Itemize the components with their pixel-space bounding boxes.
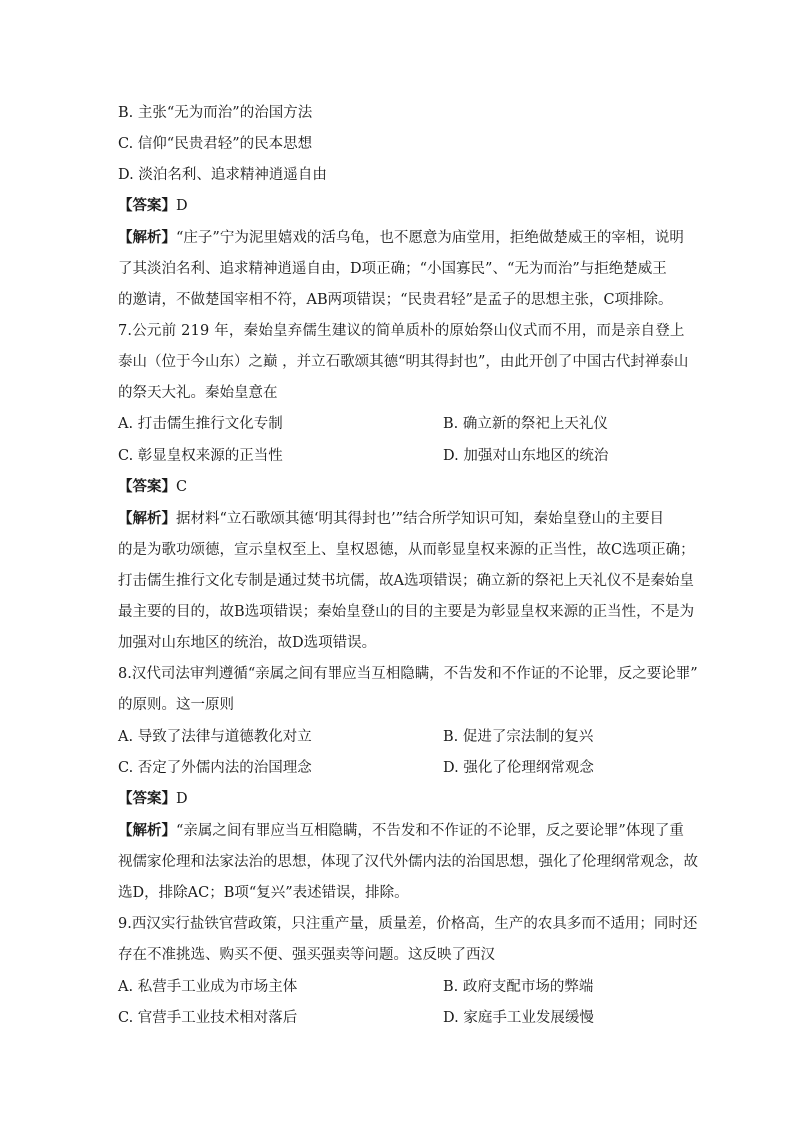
analysis-label: 【解析】 [118,229,176,246]
analysis-label: 【解析】 [118,510,176,527]
answer-value: D [176,791,188,807]
q7-option-c: C. 彰显皇权来源的正当性 [118,448,283,464]
q7-analysis-line-5: 加强对山东地区的统治，故D选项错误。 [118,635,377,651]
q6-option-d: D. 淡泊名利、追求精神逍遥自由 [118,167,327,183]
analysis-label: 【解析】 [118,822,176,839]
q6-option-b: B. 主张“无为而治”的治国方法 [118,105,313,121]
q6-analysis-line-1 [118,228,684,248]
q8-option-d: D. 强化了伦理纲常观念 [443,760,594,776]
q6-analysis-line-2: 了其淡泊名利、追求精神逍遥自由，D项正确；“小国寡民”、“无为而治”与拒绝楚威王 [118,261,667,277]
q9-stem-line-2: 存在不准挑选、购买不便、强买强卖等问题。这反映了西汉 [118,947,495,963]
q7-stem-line-1: 7.公元前 219 年，秦始皇弃儒生建议的简单质朴的原始祭山仪式而不用，而是亲自登上 [118,323,685,339]
q6-analysis-line-3: 的邀请，不做楚国宰相不符，AB两项错误；“民贵君轻”是孟子的思想主张，C项排除。 [118,292,673,308]
answer-label: 【答案】 [118,478,176,495]
analysis-text: 据材料“立石歌颂其德‘明其得封也’”结合所学知识可知，秦始皇登山的主要目 [176,511,665,527]
q8-analysis-line-2: 视儒家伦理和法家法治的思想，体现了汉代外儒内法的治国思想，强化了伦理纲常观念，故 [118,854,698,870]
q8-analysis-line-3: 选D，排除AC；B项“复兴”表述错误，排除。 [118,885,409,901]
q7-analysis-line-1 [118,509,664,529]
q7-stem-line-3: 的祭天大礼。秦始皇意在 [118,385,278,401]
q9-stem-line-1: 9.西汉实行盐铁官营政策，只注重产量，质量差，价格高，生产的农具多而不适用；同时还 [118,916,698,932]
q7-option-d: D. 加强对山东地区的统治 [443,448,609,464]
q6-answer [118,196,188,216]
answer-value: C [176,479,188,495]
answer-label: 【答案】 [118,197,176,214]
q7-analysis-line-4: 最主要的目的，故B选项错误；秦始皇登山的目的主要是为彰显皇权来源的正当性，不是为 [118,604,695,620]
q7-analysis-line-3: 打击儒生推行文化专制是通过焚书坑儒，故A选项错误；确立新的祭祀上天礼仪不是秦始皇 [118,573,694,589]
q8-stem-line-2: 的原则。这一原则 [118,697,234,713]
q7-analysis-line-2: 的是为歌功颂德，宣示皇权至上、皇权恩德，从而彰显皇权来源的正当性，故C选项正确； [118,542,695,558]
q7-option-a: A. 打击儒生推行文化专制 [118,416,283,432]
analysis-text: “亲属之间有罪应当互相隐瞒，不告发和不作证的不论罪，反之要论罪”体现了重 [176,823,684,839]
q9-option-c: C. 官营手工业技术相对落后 [118,1010,298,1026]
q8-option-b: B. 促进了宗法制的复兴 [443,729,594,745]
q9-option-b: B. 政府支配市场的弊端 [443,979,594,995]
q9-option-d: D. 家庭手工业发展缓慢 [443,1010,594,1026]
q7-stem-line-2: 泰山（位于今山东）之巅 ，并立石歌颂其德“明其得封也”，由此开创了中国古代封禅泰山 [118,354,689,370]
q9-option-a: A. 私营手工业成为市场主体 [118,979,298,995]
q8-analysis-line-1 [118,821,684,841]
q6-option-c: C. 信仰“民贵君轻”的民本思想 [118,136,313,152]
q8-answer [118,789,188,809]
analysis-text: “庄子”宁为泥里嬉戏的活乌龟，也不愿意为庙堂用，拒绝做楚威王的宰相，说明 [176,230,684,246]
answer-value: D [176,198,188,214]
answer-label: 【答案】 [118,790,176,807]
q8-option-c: C. 否定了外儒内法的治国理念 [118,760,312,776]
q8-option-a: A. 导致了法律与道德教化对立 [118,729,312,745]
q7-option-b: B. 确立新的祭祀上天礼仪 [443,416,608,432]
q7-answer [118,477,187,497]
q8-stem-line-1: 8.汉代司法审判遵循“亲属之间有罪应当互相隐瞒，不告发和不作证的不论罪，反之要论罪” [118,666,698,682]
